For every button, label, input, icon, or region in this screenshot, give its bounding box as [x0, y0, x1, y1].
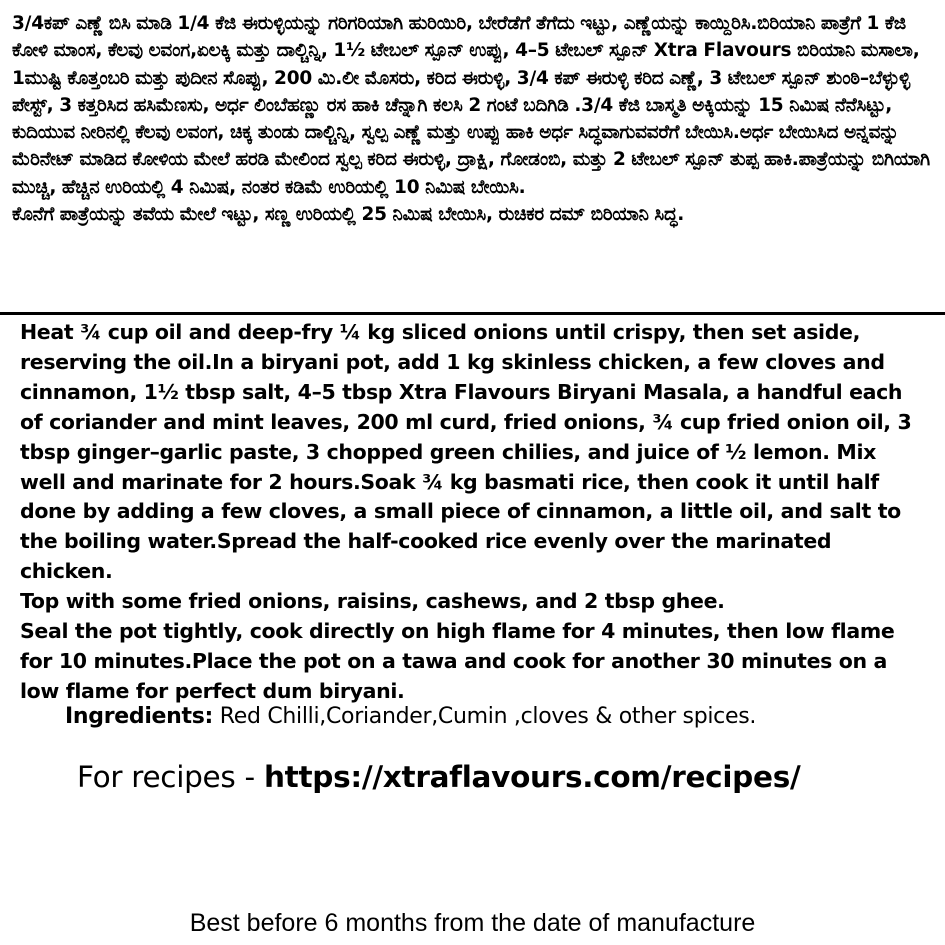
ingredients-text: Red Chilli,Coriander,Cumin ,cloves & other spices. — [213, 704, 757, 729]
recipes-prefix: For recipes - — [77, 760, 264, 794]
kannada-paragraph: ಕೊನೆಗೆ ಪಾತ್ರೆಯನ್ನು ತವೆಯ ಮೇಲೆ ಇಟ್ಟು, ಸಣ್ಣ ಉರಿಯಲ್ಲಿ 25 ನಿಮಿಷ ಬೇಯಿಸಿ, ರುಚಿಕರ ದಮ್ ಬಿರಿಯಾನಿ ಸಿದ್ಧ. — [12, 204, 685, 226]
kannada-instructions — [12, 10, 934, 228]
recipes-line — [77, 754, 937, 800]
ingredients-line — [65, 700, 925, 734]
english-paragraph: Seal the pot tightly, cook directly on high flame for 4 minutes, then low flame for 10 minutes.Place the pot on a tawa and cook for another 30 minutes on a low flame for perfect dum biryani. — [20, 619, 895, 703]
english-instructions — [20, 318, 925, 707]
section-divider — [0, 312, 945, 315]
kannada-paragraph: 3/4ಕಪ್ ಎಣ್ಣೆ ಬಿಸಿ ಮಾಡಿ 1/4 ಕೆಜಿ ಈರುಳ್ಳಿಯನ್ನು ಗರಿಗರಿಯಾಗಿ ಹುರಿಯಿರಿ, ಬೇರೆಡೆಗೆ ತೆಗೆದು ಇಟ್ಟು, ಎಣ್ಣೆಯನ್ನು ಕಾಯ್ದಿರಿಸಿ.ಬಿರಿಯಾನಿ ಪಾತ್ರೆಗೆ 1 ಕೆಜಿ ಕೋಳಿ ಮಾಂಸ, ಕೆಲವು ಲವಂಗ,ಏಲಕ್ಕಿ ಮತ್ತು ದಾಲ್ಚಿನ್ನಿ, 1½ ಟೇಬಲ್ ಸ್ಪೂನ್ ಉಪ್ಪು, 4–5 ಟೇಬಲ್ ಸ್ಪೂನ್ Xtra Flavours ಬಿರಿಯಾನಿ ಮಸಾಲಾ, 1ಮುಷ್ಟಿ ಕೊತ್ತಂಬರಿ ಮತ್ತು ಪುದೀನ ಸೊಪ್ಪು, 200 ಮಿ.ಲೀ ಮೊಸರು, ಕರಿದ ಈರುಳ್ಳಿ, 3/4 ಕಪ್ ಈರುಳ್ಳಿ ಕರಿದ ಎಣ್ಣೆ, 3 ಟೇಬಲ್ ಸ್ಪೂನ್ ಶುಂಠಿ–ಬೆಳ್ಳುಳ್ಳಿ ಪೇಸ್ಟ್, 3 ಕತ್ತರಿಸಿದ ಹಸಿಮೆಣಸು, ಅರ್ಧ ಲಿಂಬೆಹಣ್ಣು ರಸ ಹಾಕಿ ಚೆನ್ನಾಗಿ ಕಲಸಿ 2 ಗಂಟೆ ಬದಿಗಿಡಿ .3/4 ಕೆಜಿ ಬಾಸ್ಮತಿ ಅಕ್ಕಿಯನ್ನು 15 ನಿಮಿಷ ನೆನೆಸಿಟ್ಟು, ಕುದಿಯುವ ನೀರಿನಲ್ಲಿ ಕೆಲವು ಲವಂಗ, ಚಿಕ್ಕ ತುಂಡು ದಾಲ್ಚಿನ್ನಿ, ಸ್ವಲ್ಪ ಎಣ್ಣೆ ಮತ್ತು ಉಪ್ಪು ಹಾಕಿ ಅರ್ಧ ಸಿದ್ಧವಾಗುವವರೆಗೆ ಬೇಯಿಸಿ.ಅರ್ಧ ಬೇಯಿಸಿದ ಅನ್ನವನ್ನು ಮೆರಿನೇಟ್ ಮಾಡಿದ ಕೋಳಿಯ ಮೇಲೆ ಹರಡಿ ಮೇಲಿಂದ ಸ್ವಲ್ಪ ಕರಿದ ಈರುಳ್ಳಿ, ದ್ರಾಕ್ಷಿ, ಗೋಡಂಬಿ, ಮತ್ತು 2 ಟೇಬಲ್ ಸ್ಪೂನ್ ತುಪ್ಪ ಹಾಕಿ.ಪಾತ್ರೆಯನ್ನು ಬಿಗಿಯಾಗಿ ಮುಚ್ಚಿ, ಹೆಚ್ಚಿನ ಉರಿಯಲ್ಲಿ 4 ನಿಮಿಷ, ನಂತರ ಕಡಿಮೆ ಉರಿಯಲ್ಲಿ 10 ನಿಮಿಷ ಬೇಯಿಸಿ. — [12, 13, 930, 198]
best-before-note: Best before 6 months from the date of manufacture — [189, 909, 756, 937]
english-paragraph: Top with some fried onions, raisins, cashews, and 2 tbsp ghee. — [20, 589, 725, 614]
recipes-link[interactable]: https://xtraflavours.com/recipes/ — [263, 760, 801, 794]
ingredients-label: Ingredients: — [65, 704, 214, 729]
english-paragraph: Heat ¾ cup oil and deep-fry ¼ kg sliced onions until crispy, then set aside, reserving the oil.In a biryani pot, add 1 kg skinless chicken, a few cloves and cinnamon, 1½ tbsp salt, 4–5 tbsp Xtra Flavours Biryani Masala, a handful each of coriander and mint leaves, 200 ml curd, fried onions, ¾ cup fried onion oil, 3 tbsp ginger–garlic paste, 3 chopped green chilies, and juice of ½ lemon. Mix well and marinate for 2 hours.Soak ¾ kg basmati rice, then cook it until half done by adding a few cloves, a small piece of cinnamon, a little oil, and salt to the boiling water.Spread the half-cooked rice evenly over the marinated chicken. — [20, 320, 912, 584]
